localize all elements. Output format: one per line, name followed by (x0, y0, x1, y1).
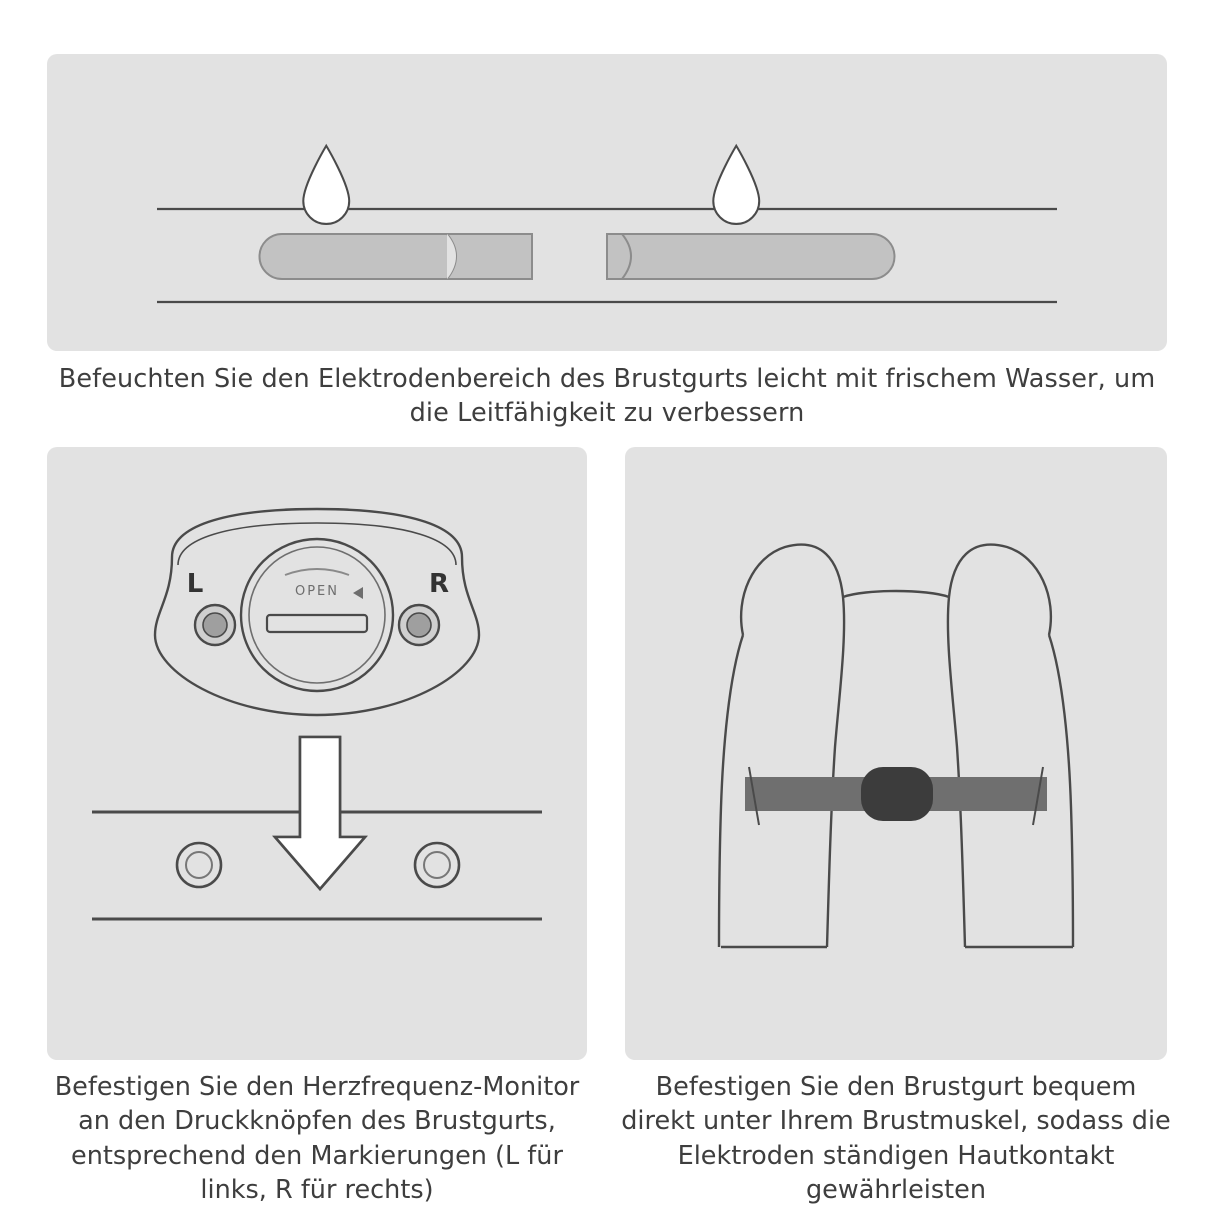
open-direction-arrow-icon (353, 587, 363, 599)
left-marking-label: L (186, 569, 204, 599)
shoulder-line (843, 591, 949, 597)
right-arm-outer (1049, 635, 1073, 947)
step-2-caption: Befestigen Sie den Herzfrequenz-Monitor an den Druckknöpfen des Brustgurts, entsprechend den Markierungen (L für links, R für rechts) (54, 1072, 580, 1206)
step-1-illustration-panel (47, 54, 1167, 351)
heart-rate-sensor-module (861, 767, 933, 821)
electrode-pad-right (607, 234, 895, 279)
torso-wearing-chest-strap-graphic (625, 447, 1167, 1060)
heart-rate-monitor-graphic (47, 447, 587, 1060)
monitor-snap-left (195, 605, 235, 645)
open-arc-indicator (285, 569, 349, 575)
left-arm-outer (719, 635, 743, 947)
battery-cover-open-label: OPEN (294, 584, 340, 599)
torso-left-outline (741, 545, 844, 947)
step-3-caption: Befestigen Sie den Brustgurt bequem direkt unter Ihrem Brustmuskel, sodass die Elektroden ständigen Hautkontakt gewährleisten (621, 1072, 1171, 1206)
step-3-illustration-panel (625, 447, 1167, 1060)
strap-snap-left (177, 843, 221, 887)
monitor-snap-right (399, 605, 439, 645)
torso-right-outline (948, 545, 1051, 947)
battery-cover-slot (267, 615, 367, 632)
right-marking-label: R (428, 569, 450, 599)
water-drop-left-icon (303, 146, 349, 224)
strap-snap-right (415, 843, 459, 887)
water-drop-right-icon (713, 146, 759, 224)
chest-strap-with-water-drops-graphic (47, 54, 1167, 351)
step-1-caption: Befeuchten Sie den Elektrodenbereich des Brustgurts leicht mit frischem Wasser, um die Leitfähigkeit zu verbessern (58, 364, 1156, 429)
step-2-illustration-panel (47, 447, 587, 1060)
electrode-pad-left (260, 234, 533, 279)
